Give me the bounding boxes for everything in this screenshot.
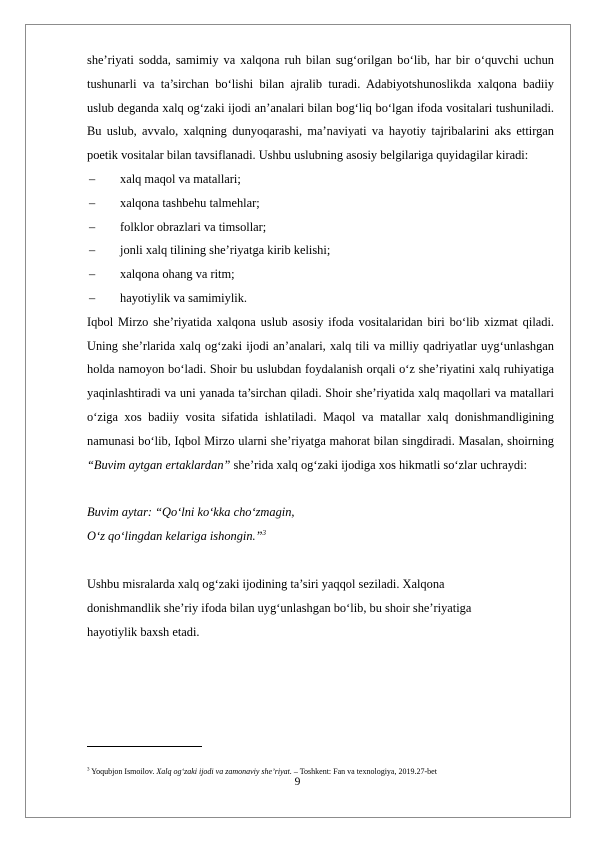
dash-marker: – [89,243,96,258]
list-item: – xalqona ohang va ritm; [87,263,554,287]
quote-line-2: O‘z qo‘lingdan kelariga ishongin.”$^3$ [87,529,267,544]
page-number: 9 [294,776,301,788]
poem-title: “Buvim aytgan ertaklardan” [87,457,231,472]
list-item: – xalq maqol va matallari; [87,168,554,192]
footnote-reference[interactable]: 3 [262,529,267,538]
list-item: – jonli xalq tilining she’riyatga kirib kelishi; [87,239,554,263]
footnote-publication: – Toshkent: Fan va texnologiya, 2019.27-bet [291,767,437,776]
footnote-number: 3 [87,767,90,773]
list-item: – folklor obrazlari va timsollar; [87,216,554,240]
quote-line-1: Buvim aytar: “Qo‘lni ko‘kka cho‘zmagin, [87,505,295,520]
dash-marker: – [89,219,96,234]
paragraph-analysis: Iqbol Mirzo she’riyatida xalqona uslub asosiy ifoda vositalaridan biri bo‘lib xizmat qiladi. Uning she’rlarida xalq og‘zaki ijodi an’analari, xalq tili va milliy qadriyatlar uyg‘unlashgan holda namoyon bo‘ladi. Shoir bu uslubdan foydalanish orqali o‘z she’riyatini xalq ruhiyatiga yaqinlashtiradi va uni yanada ta’sirchan qiladi. Shoir she’riyatida xalq maqollari va matallari o‘ziga xos badiiy vosita sifatida ishlatiladi. Maqol va matallar xalq donishmandligining namunasi bo‘lib, Iqbol Mirzo ularni she’riyatga mahorat bilan singdiradi. Masalan, shoirning “Buvim aytgan ertaklardan” she’rida xalq og‘zaki ijodiga xos hikmatli so‘zlar uchraydi: [87,314,554,472]
dash-marker: – [89,267,96,282]
spacer [87,477,554,501]
closing-line-1: Ushbu misralarda xalq og‘zaki ijodining ta’siri yaqqol seziladi. Xalqona [87,576,445,591]
spacer [87,549,554,573]
closing-line-3: hayotiylik baxsh etadi. [87,624,200,639]
document-body [87,49,554,644]
list-item: – hayotiylik va samimiylik. [87,287,554,311]
list-item: – xalqona tashbehu talmehlar; [87,192,554,216]
dash-marker: – [89,290,96,305]
footnote-separator [87,746,202,747]
closing-line-2: donishmandlik she’riy ifoda bilan uyg‘unlashgan bo‘lib, bu shoir she’riyatiga [87,600,472,615]
features-list [87,168,554,311]
dash-marker: – [89,195,96,210]
footnote-title: Xalq og‘zaki ijodi va zamonaviy she’riyat. [156,767,292,776]
paragraph-intro: she’riyati sodda, samimiy va xalqona ruh bilan sug‘orilgan bo‘lib, har bir o‘quvchi uchun tushunarli va ta’sirchan bo‘lishi bilan ajralib turadi. Adabiyotshunoslikda xalqona badiiy uslub deganda xalq og‘zaki ijodi an’analari bilan bog‘liq bo‘lgan ifoda vositalari tushuniladi. Bu uslub, avvalo, xalqning dunyoqarashi, ma’naviyati va hayotiy tajribalarini aks ettirgan poetik vositalar bilan tavsiflanadi. Ushbu uslubning asosiy belgilariga quyidagilar kiradi: [87,53,554,163]
dash-marker: – [89,171,96,186]
footnote-author: Yoqubjon Ismoilov. [89,767,157,776]
